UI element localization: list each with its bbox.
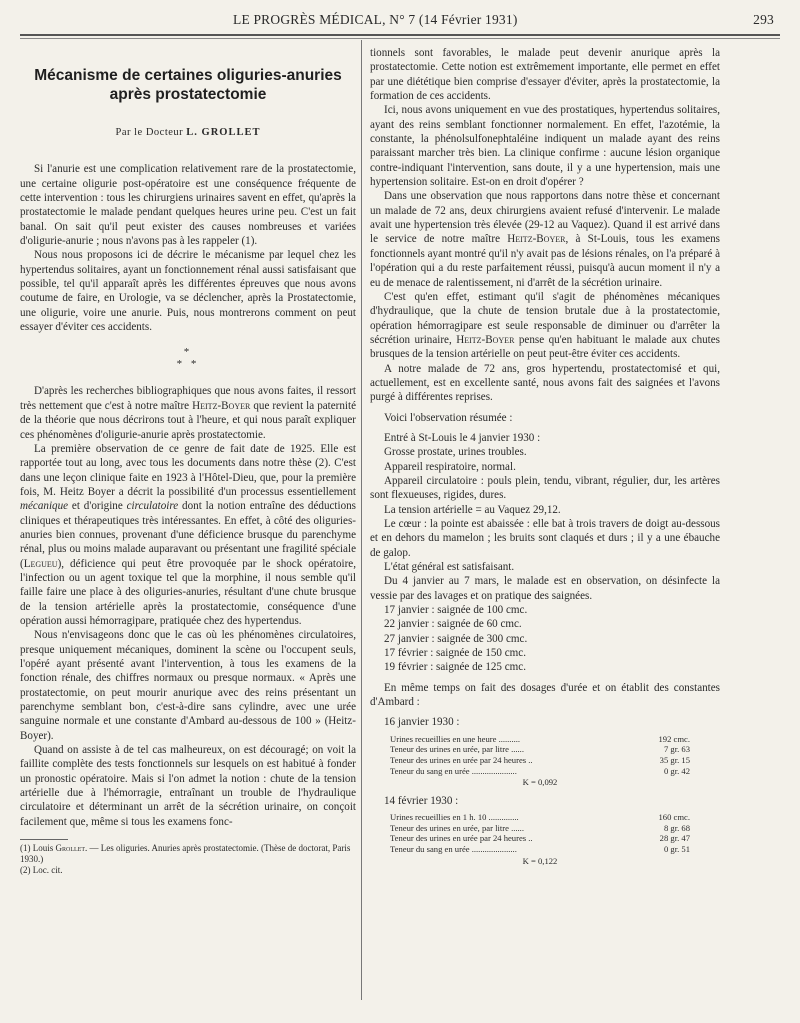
lab-value: 35 gr. 15 <box>659 755 690 765</box>
paragraph: Nous n'envisageons donc que le cas où les phénomènes circulatoires, presque uniquement mécaniques, dominent la scène ou l'occupent seuls, l'opéré ayant présenté avant l'intervention, à tous les examens de la fonction rénale, des chiffres normaux ou presque normaux. « Après une prostatectomie, on peut mourir anurique avec des reins présentant un parenchyme semblant bon, c'est-à-dire sans cylindre, avec une urée sanguine normale et une constante d'Ambard au-dessous de 100 » (Heitz-Boyer). <box>20 629 356 742</box>
paragraph: tionnels sont favorables, le malade peut devenir anurique après la prostatectomie. Cette notion est extrêmement importante, elle permet en effet par une diététique bien comprise d'essayer d'éviter, après la prostatectomie, la formation de ces accidents. <box>370 47 720 103</box>
author-reference: Heitz-Boyer <box>507 233 566 246</box>
text-run: et d'origine <box>71 500 123 513</box>
lab-results-table <box>390 812 690 866</box>
text-run: que revient la paternité de la théorie que nous décrirons tout à l'heure, et qui nous paraît expliquer ces phénomènes d'oligurie-anurie après prostatectomie. <box>20 399 357 441</box>
saignee-entry: 22 janvier : saignée de 60 cmc. <box>384 618 522 631</box>
lab-value: 0 gr. 51 <box>663 843 690 854</box>
text-run: (1) Louis <box>20 843 54 854</box>
author-reference: Legueu <box>23 557 58 570</box>
lab-row <box>390 812 690 823</box>
left-column <box>20 46 356 876</box>
lab-label: Teneur des urines en urée, par litre ...... <box>390 744 524 755</box>
observation-line: La tension artérielle = au Vaquez 29,12. <box>384 503 561 516</box>
lab-value: 0 gr. 42 <box>663 765 690 776</box>
observation-line: Grosse prostate, urines troubles. <box>384 446 527 459</box>
paragraph: Si l'anurie est une complication relativement rare de la prostatectomie, une certaine oligurie post-opératoire est une conséquence fréquente de cette intervention : tous les chirurgiens urinaires savent en effet, qu'après la prostatectomie le malade pendant quelques heures urine peu. C'est un fait banal. On sait qu'il peut exister des causes nombreuses et variées d'oligurie-anurie ; nous n'avons pas à les rappeler (1). <box>20 163 356 248</box>
lab-results-table <box>390 734 690 788</box>
lab-date: 16 janvier 1930 : <box>384 716 460 729</box>
paragraph <box>20 442 356 628</box>
lab-row <box>390 844 690 855</box>
separator-star: * <box>183 346 193 359</box>
italic-term: mécanique <box>20 500 69 513</box>
byline-author: L. GROLLET <box>186 127 261 138</box>
lab-label: Urines recueillies en une heure .......... <box>390 733 521 744</box>
saignee-entry: 17 février : saignée de 150 cmc. <box>384 647 527 660</box>
lab-row <box>390 766 690 777</box>
page-number: 293 <box>753 12 774 27</box>
paragraph: Nous nous proposons ici de décrire le mécanisme par lequel chez les hypertendus solitaires, ayant un fonctionnement rénal aussi satisfaisant que possible, tel qu'il apparaît après les différentes épreuves que nous avons coutume de faire, en Urologie, va se déclencher, après la Prostatectomie, une oligurie, voire une anurie. Puis, nous montrerons comment on peut essayer d'éviter ces accidents. <box>20 249 356 334</box>
observation-line: Appareil circulatoire : pouls plein, tendu, vibrant, régulier, dur, les artères sont flexueuses, rigides, dures. <box>370 474 720 502</box>
header-rule <box>20 34 780 36</box>
saignee-entry: 17 janvier : saignée de 100 cmc. <box>384 604 528 617</box>
paragraph <box>370 189 720 289</box>
paragraph: En même temps on fait des dosages d'urée et on établit des constantes d'Ambard : <box>370 681 720 709</box>
saignee-list <box>370 603 720 675</box>
byline <box>20 126 356 140</box>
footnote: (2) Loc. cit. <box>20 865 63 876</box>
text-run: , à St-Louis, tous les examens fonctionnels ayant montré qu'il n'y avait pas de lésions rénales, on l'a préparé à l'opération qui a du reste parfaitement réussi, puisqu'à aucun moment il n'y a eu de menace de ralentissement, ni d'arrêt de la sécrétion urinaire. <box>370 233 720 289</box>
text-run: La première observation de ce genre de fait date de 1925. Elle est rapportée tout au long, avec tous les documents dans notre thèse (2). C'est dans une leçon clinique faite en 1923 à l'Hôtel-Dieu, que, pour la première fois, M. Heitz Boyer a décrit la possibilité d'un processus essentiellement <box>20 442 356 498</box>
article-title-line2: après prostatectomie <box>109 86 267 103</box>
lab-value: 192 cmc. <box>658 733 690 744</box>
footnote <box>20 843 356 865</box>
observation-intro: Voici l'observation résumée : <box>384 411 513 424</box>
byline-prefix: Par le Docteur <box>115 127 184 138</box>
lab-value: 7 gr. 63 <box>663 744 690 755</box>
journal-title: LE PROGRÈS MÉDICAL, N° 7 (14 Février 1931) <box>233 12 518 27</box>
lab-row <box>390 744 690 755</box>
italic-term: circulatoire <box>126 500 179 513</box>
footnote-rule <box>20 839 68 840</box>
article-title-line1: Mécanisme de certaines oliguries-anuries <box>34 67 342 84</box>
observation-line: Du 4 janvier au 7 mars, le malade est en observation, on désinfecte la vessie par des lavages et on pratique des saignées. <box>370 575 720 602</box>
section-separator <box>20 346 356 370</box>
ambard-constant: K = 0,122 <box>522 855 558 866</box>
observation-line: Le cœur : la pointe est abaissée : elle bat à trois travers de doigt au-dessous et en dehors du mamelon ; les bruits sont claqués et durs ; il y a une ébauche de galop. <box>370 518 720 559</box>
separator-stars: * * <box>176 358 200 371</box>
saignee-entry: 27 janvier : saignée de 300 cmc. <box>384 632 528 645</box>
lab-label: Teneur des urines en urée par 24 heures .. <box>390 833 533 844</box>
lab-value: 8 gr. 68 <box>663 822 690 833</box>
author-reference: Heitz-Boyer <box>192 399 251 412</box>
text-run: pense qu'en habituant le malade aux chutes brusques de la tension artérielle on peut peut-être éviter ces accidents. <box>370 333 721 361</box>
running-header <box>28 12 774 32</box>
lab-date: 14 février 1930 : <box>384 794 459 807</box>
lab-label: Teneur des urines en urée par 24 heures .. <box>390 755 533 765</box>
saignee-entry: 19 février : saignée de 125 cmc. <box>384 661 527 674</box>
observation-line: Entré à St-Louis le 4 janvier 1930 : <box>384 431 541 444</box>
text-run: dont la notion entraîne des déductions cliniques et thérapeutiques très intéressantes. En effet, à côté des oliguries-anuries bien connues, provenant d'une déficience brusque du parenchyme rénal, plus ou moins malade auparavant ou présentant une fragilité spéciale ( <box>20 500 356 570</box>
lab-value: 28 gr. 47 <box>659 833 690 844</box>
paragraph: Quand on assiste à de tel cas malheureux, on est découragé; on voit la faillite complète des tests fonctionnels sur lesquels on est habitué à fonder un pronostic opératoire. Mais si l'on admet la notion : chute de la tension artérielle due à l'hémorragie, entraînant un trouble de l'hydraulique circulatoire et déterminant un arrêt de la sécrétion urinaire, on conçoit facilement que, même si tous les examens fonc- <box>20 744 356 828</box>
author-reference: Grollet <box>55 843 85 854</box>
article-title <box>20 66 356 104</box>
observation-line: L'état général est satisfaisant. <box>384 561 515 574</box>
lab-value: 160 cmc. <box>658 812 690 823</box>
text-run: . — Les oliguries. Anuries après prostatectomie. (Thèse de doctorat, Paris 1930.) <box>20 843 351 865</box>
right-column <box>370 46 720 868</box>
lab-label: Teneur du sang en urée ..................... <box>390 765 517 776</box>
paragraph <box>370 290 720 362</box>
text-run: ), déficience qui peut être provoquée par le shock opératoire, l'infection ou un agent toxique tel que la morphine, il nous semble qu'il faille faire une place à des oliguries-anuries, résultant d'une chute brusque de la tension artérielle après la prostatectomie, conséquence d'une opération aussi hémorragipare, pratiquée chez des hypertendus. <box>20 557 356 627</box>
header-rule-thin <box>20 38 780 39</box>
footnotes <box>20 843 356 876</box>
lab-label: Teneur du sang en urée ..................... <box>390 843 517 854</box>
lab-row <box>390 755 690 766</box>
column-divider <box>361 40 362 1000</box>
paragraph: A notre malade de 72 ans, gros hypertendu, prostatectomisé et qui, actuellement, est en excellente santé, nous avons fait des saignées et l'avons purgé à différentes reprises. <box>370 362 720 404</box>
text-run: C'est qu'en effet, estimant qu'il s'agit de phénomènes mécaniques d'hydraulique, que la chute de tension brutale due à la prostatectomie, opération hémorragipare est seule responsable de diminuer ou d'arrêter la sécrétion urinaire, <box>370 290 720 346</box>
paragraph <box>20 384 356 441</box>
text-run: D'après les recherches bibliographiques que nous avons faites, il ressort très nettement que c'est à notre maître <box>20 385 356 412</box>
lab-row <box>390 833 690 844</box>
lab-label: Teneur des urines en urée, par litre ...... <box>390 822 524 833</box>
ambard-constant: K = 0,092 <box>522 777 558 788</box>
author-reference: Heitz-Boyer <box>456 333 515 346</box>
text-run: Dans une observation que nous rapportons dans notre thèse et concernant un malade de 72 ans, deux chirurgiens avaient refusé d'intervenir. Le malade avait une hypertension très élevée (29-12 au Vaquez). Quand il est arrivé dans le service de notre maître <box>370 190 720 246</box>
lab-label: Urines recueillies en 1 h. 10 .............. <box>390 812 519 823</box>
paragraph: Ici, nous avons uniquement en vue des prostatiques, hypertendus solitaires, ayant des reins semblant fonctionner normalement. En effet, l'azotémie, la constante, la phénolsulfonephtaléine indiquent un malade ayant des reins paraissant marcher très bien. La clinique confirme : aucune lésion organique contre-indiquant l'intervention, sans doute, il y a une hypertension, mais une hypertension solitaire. Est-on en droit d'opérer ? <box>370 104 720 189</box>
lab-row <box>390 734 690 745</box>
observation-line: Appareil respiratoire, normal. <box>384 460 516 473</box>
lab-row <box>390 823 690 834</box>
